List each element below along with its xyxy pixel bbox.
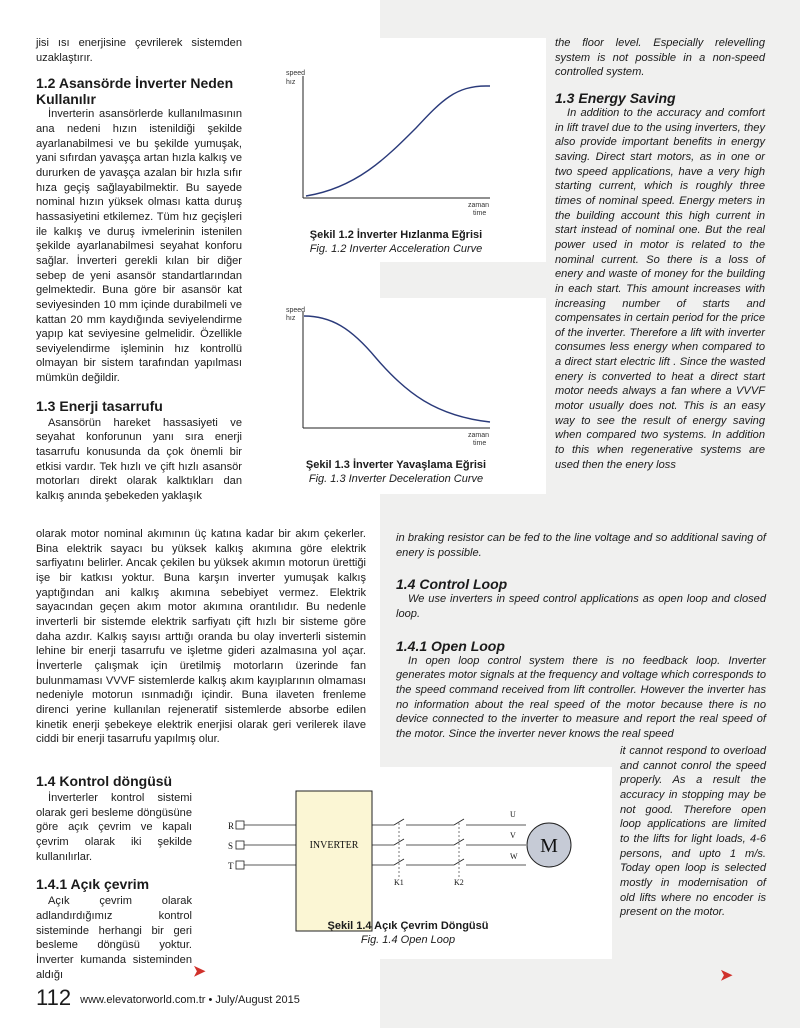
input-label: T xyxy=(228,861,234,871)
contactor-label: K2 xyxy=(454,878,464,887)
terminal xyxy=(236,841,244,849)
continue-arrow-icon: ➤ xyxy=(720,967,733,984)
input-label: S xyxy=(228,841,234,851)
y-axis-label: speed xyxy=(286,307,306,314)
output-label: U xyxy=(510,810,516,819)
footer-text: www.elevatorworld.com.tr • July/August 2015 xyxy=(80,994,300,1006)
acceleration-curve xyxy=(306,86,490,196)
paragraph: jisi ısı enerjisine çevrilerek sistemden uzaklaştırır. xyxy=(36,37,242,64)
left-column-top xyxy=(36,36,242,504)
figure-caption xyxy=(246,228,546,256)
paragraph: İnverterler kontrol sistemi olarak geri besleme döngüsüne göre açık çevrim ve kapalı çevrim olarak iki şekilde kullanılırlar. xyxy=(36,792,192,863)
paragraph: the floor level. Especially relevelling system is not possible in a non-speed controlled system. xyxy=(555,37,765,79)
caption-tr: Şekil 1.4 Açık Çevrim Döngüsü xyxy=(327,920,489,932)
caption-en: Fig. 1.3 Inverter Deceleration Curve xyxy=(308,473,484,485)
right-column-wide xyxy=(396,531,766,742)
caption-en: Fig. 1.2 Inverter Acceleration Curve xyxy=(309,243,483,255)
terminal xyxy=(236,861,244,869)
paragraph: in braking resistor can be fed to the line voltage and so additional saving of enery is possible. xyxy=(396,532,766,559)
deceleration-curve xyxy=(304,316,490,422)
output-label: V xyxy=(510,831,516,840)
right-column-bottom xyxy=(620,744,766,920)
paragraph: In addition to the accuracy and comfort in lift travel due to the using inverters, they also provide important benefits in energy saving. Direct start motors, as in one or two speed applications, have a very high starting current, which is roughly three times of nominal speed. Energy meters in the building account this high current in start instead of nominal one. But the real power used in motor is related to the nominal current. So there is a loss of enery and waste of money for the building in each start. This amount increases with increasing number of starts and compensates in certain period for the price of the inverter. Therefore a lift with inverter consumes less energy when compared to a direct start electric lift . Since the wasted enery is converted to heat a direct start motor needs always a fan where a VVVF motor usually does not. This is an easy way to see the result of energy saving when compared two systems. In addition to this when regenerative systems are used then the enery loss xyxy=(555,106,765,471)
caption-en: Fig. 1.4 Open Loop xyxy=(360,934,456,946)
figure-caption xyxy=(204,919,612,947)
motor-label: M xyxy=(540,835,558,857)
x-axis-label: time xyxy=(473,210,487,217)
terminal xyxy=(236,821,244,829)
heading-1-3: 1.3 Enerji tasarrufu xyxy=(36,397,163,414)
left-column-bottom xyxy=(36,773,192,982)
inverter-label: INVERTER xyxy=(309,840,359,851)
input-label: R xyxy=(228,821,235,831)
contactor-k1 xyxy=(394,817,406,877)
inverter-block xyxy=(296,791,372,931)
page-footer xyxy=(36,986,300,1012)
x-axis-label: zaman xyxy=(468,432,490,439)
continue-arrow-icon: ➤ xyxy=(193,963,206,980)
heading-1-2: 1.2 Asansörde İnverter Neden Kullanılır xyxy=(36,75,234,108)
paragraph: İnverterin asansörlerde kullanılmasının ana nedeni hızın istenildiği şekilde ayarlanabilmesi ve bu şekilde yumuşak, yani sıfırdan yavaşça artan hızla kalkış ve dururken de yavaşça azalan bir hızla sıfır hıza geçiş sağlayabilmektir. Bu sayede nominal hızın yüksek olması katta duruş hassasiyetini etkilemez. Tüm hız geçişleri ile kalkış ve duruş ivmelerinin istenilen şekilde ayarlanabilmesi seyahat konforu sağlar. İnverteri gerekli kılan bir diğer sebep de yeni asansör standartlarından gelmektedir. Buna göre bir asansör kat seviyesinden 10 mm içinde durabilmeli ve kattan 20 mm kaydığında seviyelendirme yapıp kat seviyesine gelmelidir. Özellikle seviyelendirme işleminin hız kontrollü olmayan bir sistem tarafından yapılması mümkün değildir. xyxy=(36,108,242,385)
contactor-k2 xyxy=(454,817,466,877)
y-axis-label: hız xyxy=(286,79,296,86)
paragraph: it cannot respond to overload and cannot conrol the speed properly. As a result the accuracy in stopping may be not good. Therefore open loop applications are limited to the lifts for light loads, 4-6 persons, and upto 1 m/s. Today open loop is selected mostly in modernisation of old lifts where no encoder is present on the motor. xyxy=(620,745,766,919)
heading-1-4-1-en: 1.4.1 Open Loop xyxy=(396,637,505,654)
x-axis-label: zaman xyxy=(468,202,490,209)
right-column-top xyxy=(555,36,765,472)
figure-caption xyxy=(246,458,546,486)
contactor-label: K1 xyxy=(394,878,404,887)
output-label: W xyxy=(510,852,518,861)
heading-1-4-en: 1.4 Control Loop xyxy=(396,576,508,593)
page-number: 112 xyxy=(36,985,72,1010)
paragraph: Asansörün hareket hassasiyeti ve seyahat konforunun yanı sıra enerji tasarrufu konusunda da çok önemli bir etkisi vardır. Tek hızlı ve çift hızlı asansör motorları direkt olarak kalktıkları dan kalkış anında şebekeden yaklaşık xyxy=(36,416,242,503)
heading-1-4: 1.4 Kontrol döngüsü xyxy=(36,773,173,789)
caption-tr: Şekil 1.3 İnverter Yavaşlama Eğrisi xyxy=(305,459,487,471)
paragraph: olarak motor nominal akımının üç katına kadar bir akım çekerler. Bina elektrik sayacı bu yüksek kalkış akımına göre elektrik sarfiyatını belirler. Ancak çekilen bu yüksek akımın motorun ürettiği işe bir katkısı yoktur. Buna karşın inverter yumuşak kalkış yaptığından ani kalkış akımına sebebiyet vermez. Elektrik sayacından geçen akım motor akımına orantılıdır. Bu nedenle inverterli bir sistemde elektrik sarfiyatı çift hızlı bir sisteme göre daha azdır. Kalkış sayısı arttığı oranda bu olay inverterli sistemin lehine bir enerji tasarrufu ve işletme gideri azalmasına yol açar. İnverterle çalışmak için üretilmiş motorların üzerinde fan bulunmaması VVVF sistemlerde kalkış akım kayıplarının olmaması nedeniyle motorun ısınmadığı içindir. Buna ilaveten frenleme direnci yerine kullanılan rejeneratif sistemlerde absorbe edilen kinetik enerji şebekeye elektrik enerjisi olarak geri verilerek ilave ciddi bir enerji tasarrufu yapılmış olur. xyxy=(36,528,366,746)
caption-tr: Şekil 1.2 İnverter Hızlanma Eğrisi xyxy=(309,229,483,241)
paragraph: In open loop control system there is no feedback loop. Inverter generates motor signals at the frequency and voltage which corresponds to the speed command received from lift controller. However the inverter has no information about the real speed of the motor because there is no device connected to the inverter to measure and report the real speed of the motor. Since the inverter never knows the real speed xyxy=(396,654,766,740)
y-axis-label: speed xyxy=(286,70,306,77)
x-axis-label: time xyxy=(473,440,487,447)
left-column-wide xyxy=(36,527,366,747)
heading-1-4-1: 1.4.1 Açık çevrim xyxy=(36,876,150,893)
y-axis-label: hız xyxy=(286,315,296,322)
heading-1-3-en: 1.3 Energy Saving xyxy=(555,89,676,106)
paragraph: We use inverters in speed control applications as open loop and closed loop. xyxy=(396,593,766,620)
paragraph: Açık çevrim olarak adlandırdığımız kontrol sisteminde herhangi bir geri besleme döngüsü yoktur. İnverter kumanda sisteminden aldığı xyxy=(36,895,192,981)
